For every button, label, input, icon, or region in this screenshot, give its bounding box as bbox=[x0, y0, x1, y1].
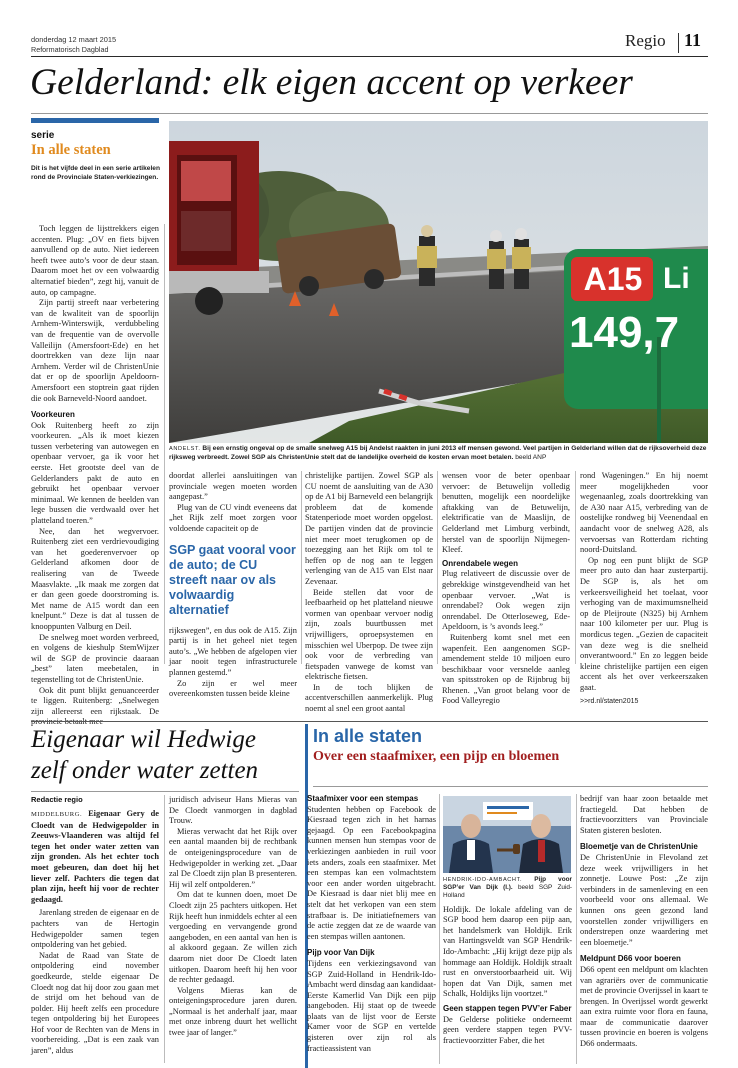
main-col-1 bbox=[31, 224, 159, 728]
staten-col-1 bbox=[307, 794, 436, 1054]
main-col-3 bbox=[305, 471, 433, 715]
series-title: In alle staten bbox=[31, 142, 111, 158]
main-col1-p6: Ook dit punt blijkt genuanceerder te liggen. Ruitenberg: „Snelwegen zijn allereerst een rijkstaak. De bbox=[31, 685, 159, 716]
main-col2-p3: rijkswegen”, en dus ook de A15. Zijn partij is in het geheel niet tegen auto’s. „We hebben de afgelopen vier jaar nooit tegen infrastructurele plannen gestemd.” bbox=[169, 625, 297, 677]
main-col1-p2: Zijn partij streeft naar verbetering van de kwaliteit van de spoorlijn Arnhem-Winterswijk, verdubbeling van de frequentie van de overvolle Valleilijn (Amersfoort-Ede) en het doortrekken van deze lijn naar Arnhem. Verder wil de ChristenUnie dat er op de spoorlijn Apeldoorn-Amersfoort een stoptrein gaat rijden die ook Barneveld-Noord aandoet. bbox=[31, 298, 159, 403]
main-col1-p3: Ook Ruitenberg heeft zo zijn voorkeuren. „Als ik moet kiezen tussen verbetering van autowegen en openbaar vervoer, ga ik voor het eerste. Het grootste deel van de Gelderlanders pakt de auto en gebruikt het openbaar vervoer minimaal. We kennen de beelden van lege bussen die verdwaald over het platteland toeren.” bbox=[31, 420, 159, 526]
photo-caption-dateline: ANDELST. bbox=[169, 446, 201, 452]
main-col3-p1: christelijke partijen. Zowel SGP als CU noemt de aansluiting van de A30 op de A1 bij Barneveld een belangrijk probleem dat de komende Statenperiode moet worden opgelost. De partijen vinden dat de provincie niet meer moet terugkomen op de toezegging aan het Rijk om tol te heffen op de nog aan te leggen verlenging van de A15 van Elst naar Zevenaar. bbox=[305, 471, 433, 586]
hedwige-dateline: MIDDELBURG. bbox=[31, 811, 83, 818]
headline-rule bbox=[31, 113, 708, 114]
main-col4-p1: wensen voor de beter openbaar vervoer: de Betuwelijn volledig benutten, mogelijk een noordelijke aftakking van de Betuwelijn, elektrificatie van de Maaslijn, de Gelderland met Limburg verbindt, herstel van de spoorlijn Nijmegen-Kleef. bbox=[442, 471, 570, 555]
hedwige-intro-text: Eigenaar Gery de Cloedt van de Hedwigepolder in Zeeuws-Vlaanderen was altijd fel tegen het onder water zetten van zijn gronden. Als het echter toch moet gebeuren, dan doet hij het liever zelf. Pachters die tegen dat plan zijn, heeft hij voor de rechter gedaagd. bbox=[31, 809, 159, 904]
staten-title: In alle staten bbox=[313, 726, 423, 746]
hedwige-intro bbox=[31, 809, 159, 905]
pipe-caption-credit: beeld SGP Zuid-Holland bbox=[443, 884, 573, 900]
accident-photo bbox=[169, 121, 708, 443]
main-col5-p1: rond Wageningen.” En hij noemt meer mogelijkheden voor wegenaanleg, zoals doortrekking van de A30 naar A15, verbreding van de oostelijke rondweg bij Veenendaal en aandacht voor de snelweg A28, als vervoersas van Rotterdam richting noord-Duitsland. bbox=[580, 471, 708, 555]
staten-col2-p1: Holdijk. De lokale afdeling van de SGP bood hem daarop een pijp aan, het handelsmerk van Holdijk. Erik van Hartingsveldt van SGP Hendrik-Ido-Ambacht: „Hij krijgt deze pijp als hommage aan Holdijk. Holdijk straalt rust en onverstoorbaarheid uit. Wij hopen dat Van Dijk, samen met Schalk, Holdijks lijn voortzet.” bbox=[443, 904, 572, 999]
pipe-caption-dateline: HENDRIK-IDO-AMBACHT. bbox=[443, 877, 523, 883]
main-headline: Gelderland: elk eigen accent op verkeer bbox=[30, 62, 633, 103]
main-col-5 bbox=[580, 471, 708, 708]
staten-col3-p1: bedrijf van haar zoon betaalde met fractiegeld. Dat hebben de fractievoorzitters van Provinciale Staten gisteren besloten. bbox=[580, 794, 708, 835]
staten-col1-sub1: Staafmixer voor een stempas bbox=[307, 794, 419, 803]
main-col5-p2: Op nog een punt blijkt de SGP meer pro auto dan haar zusterpartij. De SGP is, als het om verkeersveiligheid het toelaat, voor verhoging van de maximumsnelheid op de Pleijroute (N325) bij Arnhem naar 100 kilometer per uur. Plug is mordicus tegen. „Gezien de capaciteit van deze weg is die snelheid onverantwoord.” En zo leggen beide kleine christelijke partijen een eigen accent als het over verkeerszaken gaat. bbox=[580, 555, 708, 692]
main-col1-p4: Nee, dan het wegvervoer. Ruitenberg ziet een verdrievoudiging van het goederenvervoer op Gelderland afkomen door de realisering van de Tweede Maasvlakte. „Ik maak me zorgen dat er dan geen goede doorstroming is. Met name de A15 wordt dan een knelpunt.” Deze is dat al tussen de knooppunten Valburg en Deil. bbox=[31, 526, 159, 631]
km-sign-road: A15 bbox=[583, 261, 643, 297]
pipe-photo bbox=[443, 796, 571, 873]
staten-col3-sub2: Meldpunt D66 voor boeren bbox=[580, 954, 681, 964]
hedwige-rule bbox=[31, 791, 299, 792]
main-col4-p2: Plug relativeert de discussie over de gebrekkige winstgevendheid van het openbaar vervoer. „Wat is onrendabel? Ook wegen zijn onrendabel. De Otterloseweg, Ede-Apeldoorn, is ’s avonds leeg.” bbox=[442, 569, 570, 632]
hedwige-headline bbox=[31, 724, 299, 786]
section-divider bbox=[678, 33, 679, 53]
section-rule bbox=[31, 721, 708, 722]
staten-col1-p1: Studenten hebben op Facebook de Kiesraad tegen zich in het harnas gejaagd. Op een Facebookpagina kunnen mensen hun stempas voor de verkiezingen aanbieden in ruil voor iets anders, zoals een staafmixer. Met een stempas kan een volmachtstem voor een ander worden uitgebracht. De Kiesraad is daar niet blij mee en stelt dat het verkopen van een stem strafbaar is. De initiatiefnemers van de actie zeggen dat ze de waarde van een stempas willen aantonen. bbox=[307, 804, 436, 941]
pipe-photo-caption bbox=[443, 876, 572, 901]
km-sign-lane: Li bbox=[663, 262, 690, 295]
photo-credit: beeld ANP bbox=[515, 453, 547, 461]
hedwige-p4: Mieras verwacht dat het Rijk over een aantal maanden bij de rechtbank de onteigeningsprocedure van de Hedwigepolder in werking zet. „Daar zal De Cloedt zijn plan B presenteren. Hij wil zelf ontpolderen.” bbox=[169, 826, 297, 889]
hedwige-headline-line2: zelf onder water zetten bbox=[31, 757, 259, 784]
main-col-4 bbox=[442, 471, 570, 707]
staten-col3-p2: De ChristenUnie in Flevoland zet deze week vrijwilligers in het zonnetje. Louwe Post: „Ze zijn verbinders in de samenleving en een voorbeeld voor ons allemaal. We kunnen ons geen gezond land voorstellen zonder vrijwilligers en onderstrepen onze waardering met een bloemetje.” bbox=[580, 852, 708, 947]
main-col1-p5: De snelweg moet worden verbreed, en volgens de kieshulp StemWijzer wil de SGP de provincie daaraan „best” laten meebetalen, in tegenstelling tot de ChristenUnie. bbox=[31, 632, 159, 684]
col-rule-3 bbox=[437, 471, 438, 664]
hedwige-byline: Redactie regio bbox=[31, 795, 83, 804]
hedwige-p2: Nadat de Raad van State de ontpoldering eind november goedkeurde, stelde eigenaar De Cloedt nog dat hij door zou gaan met de strijd om het behoud van de polder. Hij heeft zelfs een procedure tegen ontpoldering bij het Europees Hof voor de Rechten van de Mens in voorbereiding. „Dat is een zaak van jaren”, aldus bbox=[31, 950, 159, 1056]
col-rule-2 bbox=[301, 471, 302, 664]
hedwige-col-2 bbox=[169, 795, 297, 1039]
photo-caption bbox=[169, 445, 708, 462]
staten-col3-p3: D66 opent een meldpunt om klachten van agrariërs over de communicatie met de provincie Overijssel in kaart te brengen. In Overijssel wordt gewerkt aan extra ruimte voor flora en fauna, maar de communicatie daarover tussen provincie en boeren is volgens D66 ondermaats. bbox=[580, 964, 708, 1049]
paper-name: Reformatorisch Dagblad bbox=[31, 45, 109, 54]
main-col1-p1: Toch leggen de lijsttrekkers eigen accenten. Plug: „OV en fiets bijven aanvullend op de auto. Niet iedereen heeft twee auto’s voor de deur staan. Daarom moet het ov een volwaardig alternatief bieden”, zegt hij, vanuit de auto, op campagne. bbox=[31, 224, 159, 297]
main-col2-p4: Zo zijn er wel meer overeenkomsten tussen beide kleine bbox=[169, 678, 297, 699]
pipe-caption-text: Pijp voor SGP’er Van Dijk (l.). bbox=[443, 876, 573, 892]
staten-col-2 bbox=[443, 876, 572, 1046]
main-col4-p3: Ruitenberg komt snel met een wapenfeit. Een aangenomen SGP-amendement stelde 10 miljoen euro beschikbaar voor versnelde aanleg van spitsstroken op de Rijnbrug bij Rhenen. „Van groot belang voor de Food Valleyregio bbox=[442, 632, 570, 706]
km-sign-km: 149,7 bbox=[569, 308, 680, 357]
hedwige-headline-line1: Eigenaar wil Hedwige bbox=[31, 726, 256, 753]
pullquote: SGP gaat vooral voor de auto; de CU streeft naar ov als volwaardig alternatief bbox=[169, 542, 296, 617]
page-number: 11 bbox=[684, 30, 702, 50]
staten-col3-sub1: Bloemetje van de ChristenUnie bbox=[580, 842, 698, 852]
main-col1-subhead: Voorkeuren bbox=[31, 410, 75, 420]
staten-col1-sub2: Pijp voor Van Dijk bbox=[307, 948, 375, 958]
staten-col-rule-2 bbox=[576, 794, 577, 1064]
staten-col1-p2: Tijdens een verkiezingsavond van SGP Zuid-Holland in Hendrik-Ido-Ambacht werd dinsdag aan kandidaat-Eerste Kamerlid Van Dijk een pijp aangeboden. Hij staat op de tweede plaats van de lijst voor de Eerste Kamer voor de SGP en vertelde gisteren over zijn rol als fractieassistent van bbox=[307, 958, 436, 1053]
hedwige-p3: juridisch adviseur Hans Mieras van De Cloedt vanmorgen in dagblad Trouw. bbox=[169, 795, 297, 826]
page-date: donderdag 12 maart 2015 bbox=[31, 35, 117, 44]
series-note: Dit is het vijfde deel in een serie artikelen rond de Provinciale Staten-verkiezingen. bbox=[31, 165, 160, 181]
hedwige-p6: Volgens Mieras kan de onteigeningsprocedure jaren duren. „Normaal is het anderhalf jaar, maar met onze inbreng duurt het wellicht twee jaar of langer.” bbox=[169, 985, 297, 1038]
section-label: Regio bbox=[625, 31, 666, 50]
col-rule-4 bbox=[575, 471, 576, 664]
staten-col-rule-1 bbox=[439, 794, 440, 1064]
main-col-2 bbox=[169, 471, 297, 700]
main-col3-p3: In de toch blijken de accentverschillen aanmerkelijk. Plug noemt al snel een groot aantal bbox=[305, 682, 433, 714]
main-col2-p1: doordat allerlei aansluitingen van provinciale wegen moeten worden aangepast.” bbox=[169, 471, 297, 502]
hedwige-p1: Jarenlang streden de eigenaar en de pachters van de Hertogin Hedwigepolder samen tegen ontpoldering van het gebied. bbox=[31, 908, 159, 950]
staten-rule bbox=[313, 786, 708, 787]
header-rule bbox=[31, 56, 708, 57]
staten-subtitle: Over een staafmixer, een pijp en bloemen bbox=[313, 749, 560, 764]
staten-col-3 bbox=[580, 794, 708, 1050]
photo-caption-text: Bij een ernstig ongeval op de smalle snelweg A15 bij Andelst raakten in juni 2013 elf mensen gewond. Veel partijen in Gelderland willen dat de rijksoverheid deze rijksweg verbreedt. Zowel SGP als ChristenUnie stelt dat de landelijke overheid de kosten ervan moet betalen. bbox=[169, 445, 707, 461]
pipe-photo-image bbox=[443, 796, 571, 873]
hedwige-col-1 bbox=[31, 809, 159, 1057]
series-box bbox=[31, 118, 161, 182]
series-top-bar bbox=[31, 118, 159, 123]
more-link[interactable]: >>rd.nl/staten2015 bbox=[580, 698, 639, 706]
hedwige-p5: Om dat te kunnen doen, moet De Cloedt zijn 25 pachters uitkopen. Het Rijk heeft hun inmiddels echter al een vergoeding en vervangende grond aangeboden, en een aantal van hen is al akkoord gegaan. Ze willen zich daarom niet door De Cloedt laten uitkopen. Daarom heeft hij hen voor de rechter gedaagd. bbox=[169, 890, 297, 985]
hedwige-col-rule bbox=[164, 795, 165, 1063]
main-col3-p2: Beide stellen dat voor de leefbaarheid op het platteland nieuwe vormen van openbaar vervoer nodig zijn, zoals buurtbussen met vrijwilligers, oproepsystemen en misschien wel Uberpop. De twee zijn ook voor de verbreding van fietspaden vanwege de komst van elektrische fietsen. bbox=[305, 587, 433, 682]
staten-col2-sub: Geen stappen tegen PVV’er Faber bbox=[443, 1003, 572, 1013]
main-col4-subhead: Onrendabele wegen bbox=[442, 558, 519, 568]
main-col2-p2: Plug van de CU vindt eveneens dat „het Rijk zelf moet zorgen voor voldoende capaciteit op de bbox=[169, 502, 297, 533]
col-rule-1 bbox=[164, 224, 165, 664]
series-kicker: serie bbox=[31, 130, 55, 141]
staten-col2-p2: De Gelderse politieke onderneemt geen verdere stappen tegen PVV-fractievoorzitter Faber, die het bbox=[443, 1014, 572, 1045]
